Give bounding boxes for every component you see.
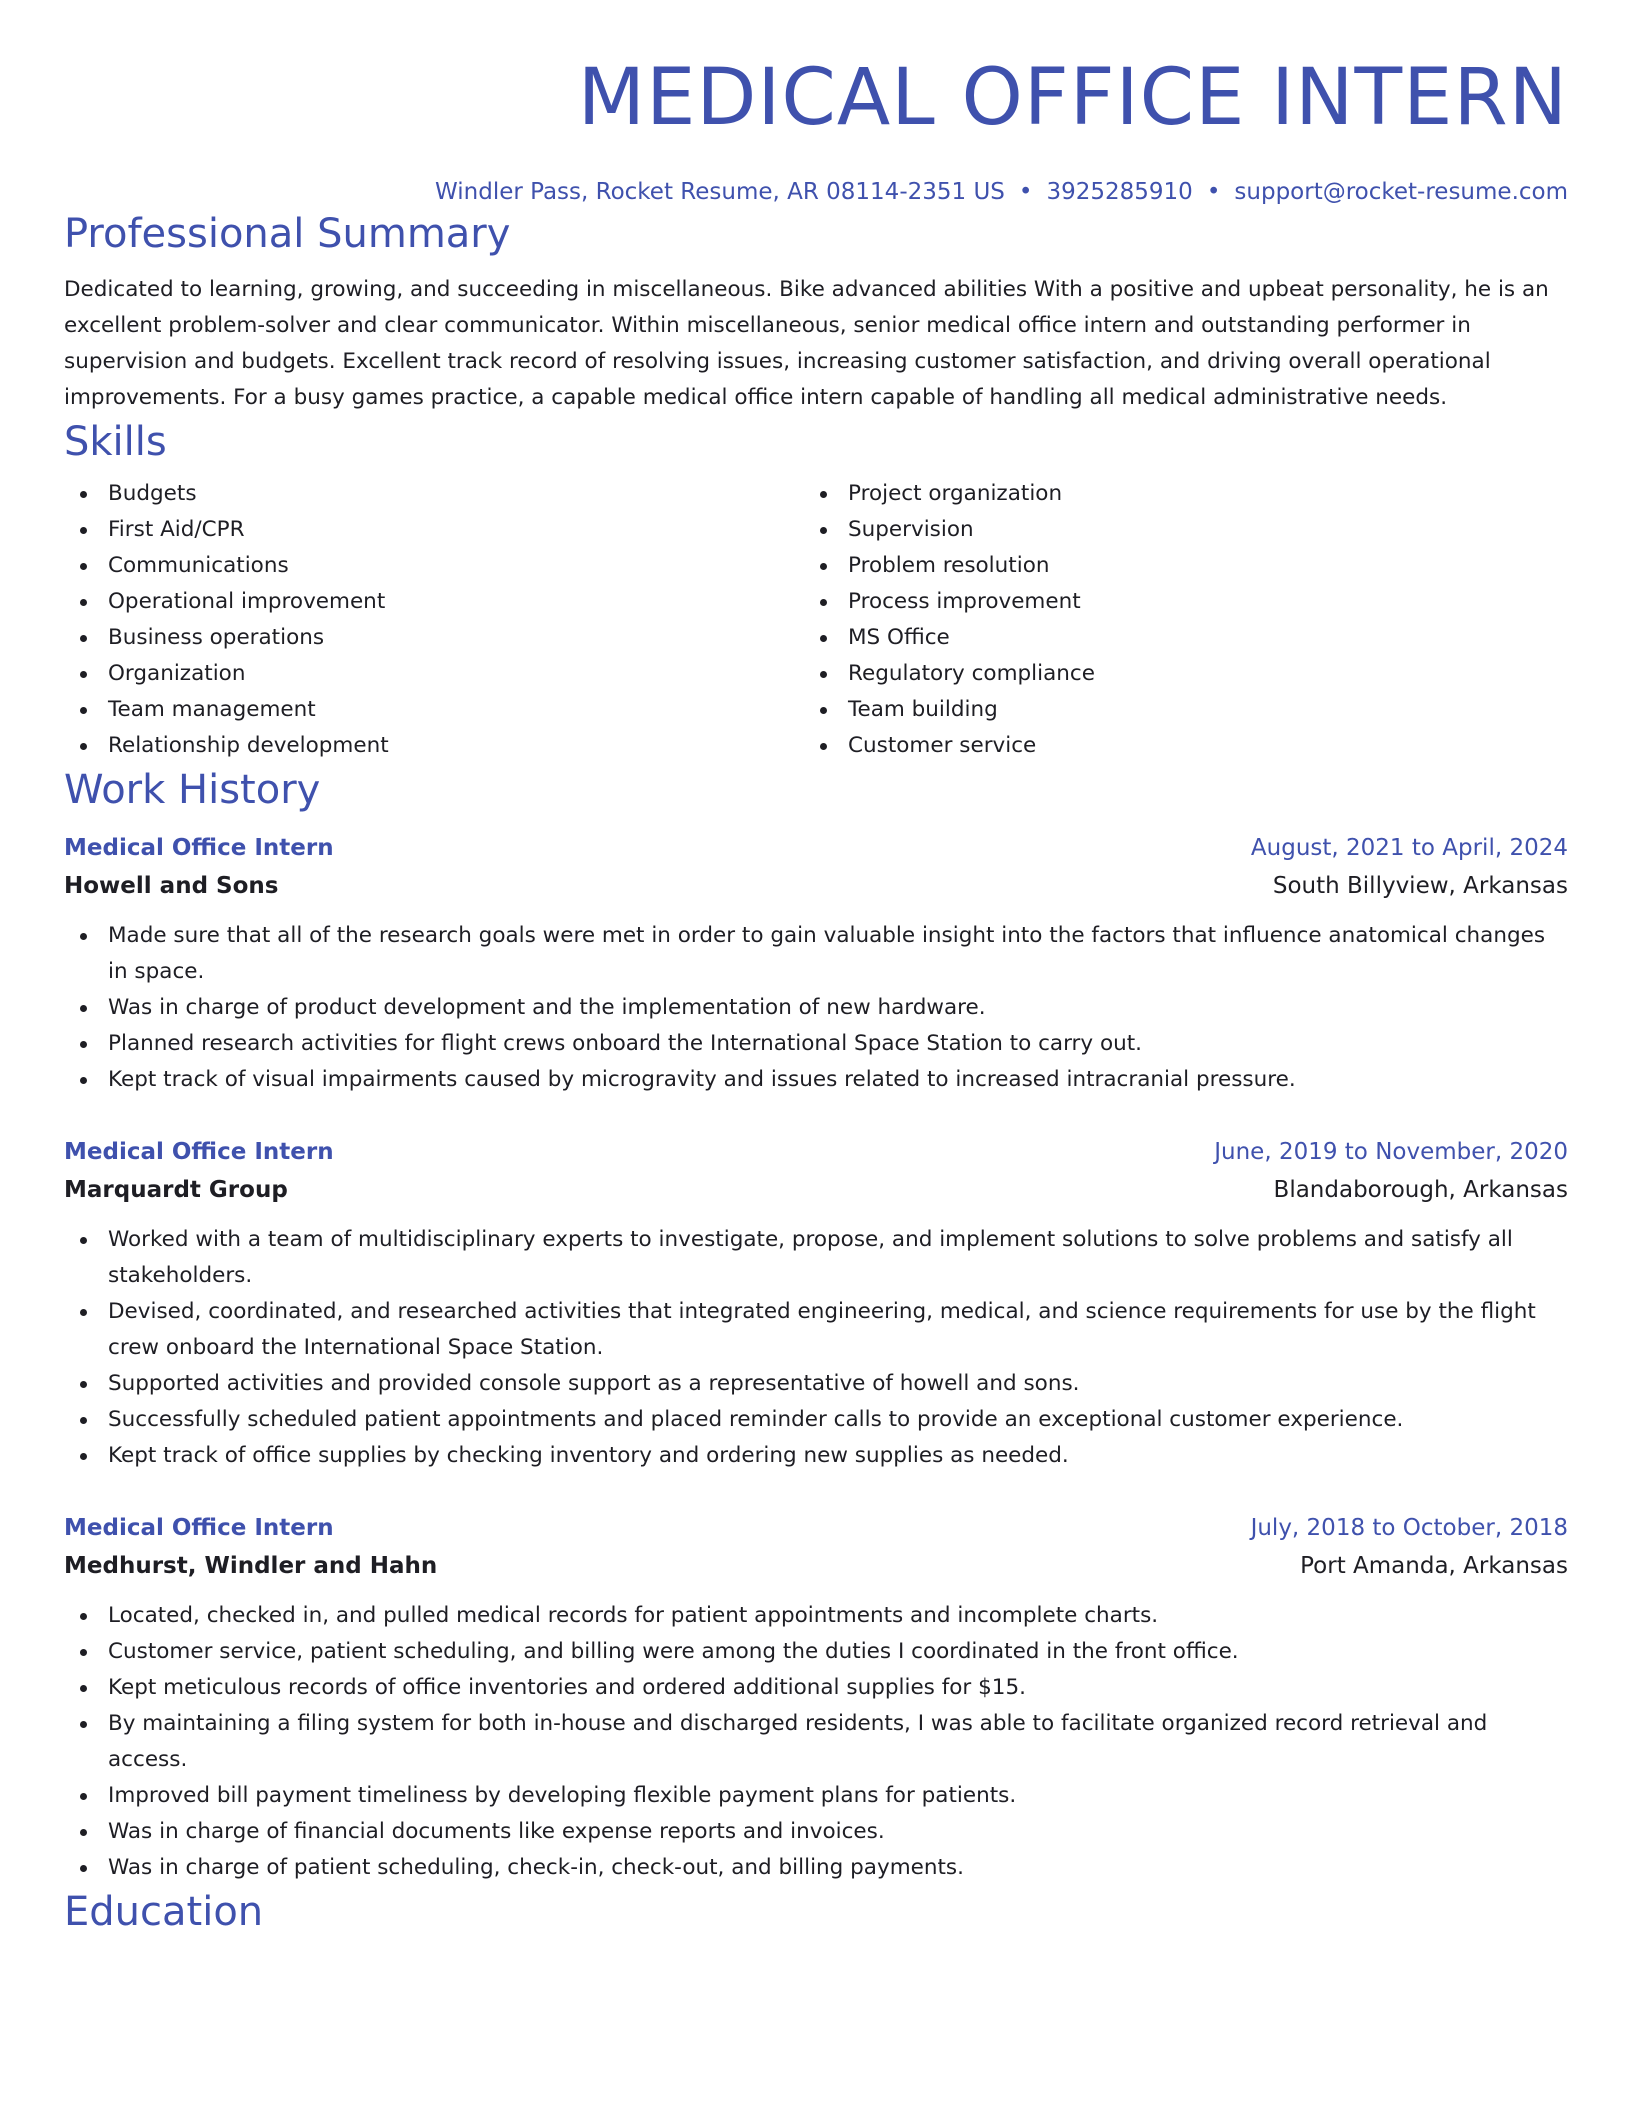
contact-address: Windler Pass, Rocket Resume, AR 08114-2351 US bbox=[435, 179, 1005, 205]
job-title: Medical Office Intern bbox=[64, 835, 334, 861]
job-bullet: Located, checked in, and pulled medical records for patient appointments and incomplete charts. bbox=[64, 1598, 1568, 1634]
skill-item: Operational improvement bbox=[64, 584, 804, 620]
job-company: Marquardt Group bbox=[64, 1177, 288, 1203]
job-entry bbox=[64, 1510, 1568, 1886]
job-bullet: By maintaining a filing system for both in-house and discharged residents, I was able to facilitate organized record retrieval and access. bbox=[64, 1706, 1568, 1778]
job-company-row bbox=[64, 1170, 1568, 1210]
job-bullet: Made sure that all of the research goals were met in order to gain valuable insight into the factors that influence anatomical changes in space. bbox=[64, 918, 1568, 990]
job-location: Port Amanda, Arkansas bbox=[1300, 1553, 1568, 1579]
job-bullet: Kept track of visual impairments caused by microgravity and issues related to increased intracranial pressure. bbox=[64, 1062, 1568, 1098]
contact-separator: • bbox=[1018, 179, 1033, 205]
job-title-row bbox=[64, 1134, 1568, 1170]
contact-phone: 3925285910 bbox=[1046, 179, 1193, 205]
skill-item: Customer service bbox=[804, 728, 1544, 764]
skills-left-list bbox=[64, 476, 804, 764]
resume-header bbox=[64, 50, 1568, 208]
skill-item: Regulatory compliance bbox=[804, 656, 1544, 692]
skill-item: Project organization bbox=[804, 476, 1544, 512]
job-bullet: Planned research activities for flight crews onboard the International Space Station to carry out. bbox=[64, 1026, 1568, 1062]
job-location: South Billyview, Arkansas bbox=[1272, 873, 1568, 899]
skill-item: Supervision bbox=[804, 512, 1544, 548]
skill-item: Process improvement bbox=[804, 584, 1544, 620]
job-bullet: Improved bill payment timeliness by developing flexible payment plans for patients. bbox=[64, 1778, 1568, 1814]
job-dates: July, 2018 to October, 2018 bbox=[1250, 1515, 1568, 1541]
job-bullets bbox=[64, 918, 1568, 1098]
job-bullet: Was in charge of financial documents like expense reports and invoices. bbox=[64, 1814, 1568, 1850]
job-title-row bbox=[64, 830, 1568, 866]
skills-columns bbox=[64, 476, 1568, 764]
candidate-name: MEDICAL OFFICE INTERN bbox=[577, 53, 1568, 143]
skill-item: Team building bbox=[804, 692, 1544, 728]
skill-item: Team management bbox=[64, 692, 804, 728]
job-entry bbox=[64, 830, 1568, 1098]
job-bullet: Devised, coordinated, and researched activities that integrated engineering, medical, and science requirements for use by the flight crew onboard the International Space Station. bbox=[64, 1294, 1568, 1366]
job-company-row bbox=[64, 866, 1568, 906]
skill-item: Relationship development bbox=[64, 728, 804, 764]
job-bullet: Customer service, patient scheduling, and billing were among the duties I coordinated in the front office. bbox=[64, 1634, 1568, 1670]
job-bullet: Kept track of office supplies by checking inventory and ordering new supplies as needed. bbox=[64, 1438, 1568, 1474]
contact-email[interactable]: support@rocket-resume.com bbox=[1234, 179, 1568, 205]
summary-heading: Professional Summary bbox=[64, 211, 511, 257]
summary-text: Dedicated to learning, growing, and succeeding in miscellaneous. Bike advanced abilities With a positive and upbeat personality, he is an excellent problem-solver and clear communicator. Within miscellaneous, senior medical office intern and outstanding performer in supervision and budgets. Excellent track record of resolving issues, increasing customer satisfaction, and driving overall operational improvements. For a busy games practice, a capable medical office intern capable of handling all medical administrative needs. bbox=[64, 277, 1549, 410]
job-bullet: Successfully scheduled patient appointments and placed reminder calls to provide an exceptional customer experience. bbox=[64, 1402, 1568, 1438]
skills-heading: Skills bbox=[64, 419, 167, 465]
job-company: Medhurst, Windler and Hahn bbox=[64, 1553, 438, 1579]
skill-item: Communications bbox=[64, 548, 804, 584]
skills-right-list bbox=[804, 476, 1544, 764]
skill-item: Business operations bbox=[64, 620, 804, 656]
work-history-heading: Work History bbox=[64, 767, 321, 813]
job-bullets bbox=[64, 1222, 1568, 1474]
job-dates: June, 2019 to November, 2020 bbox=[1214, 1139, 1568, 1165]
job-bullet: Was in charge of patient scheduling, check-in, check-out, and billing payments. bbox=[64, 1850, 1568, 1886]
job-title-row bbox=[64, 1510, 1568, 1546]
job-bullet: Was in charge of product development and the implementation of new hardware. bbox=[64, 990, 1568, 1026]
skill-item: First Aid/CPR bbox=[64, 512, 804, 548]
job-bullets bbox=[64, 1598, 1568, 1886]
education-heading: Education bbox=[64, 1889, 264, 1935]
skill-item: Organization bbox=[64, 656, 804, 692]
job-company-row bbox=[64, 1546, 1568, 1586]
skill-item: Problem resolution bbox=[804, 548, 1544, 584]
contact-line bbox=[64, 176, 1568, 208]
job-entry bbox=[64, 1134, 1568, 1474]
contact-separator: • bbox=[1206, 179, 1221, 205]
job-bullet: Kept meticulous records of office inventories and ordered additional supplies for $15. bbox=[64, 1670, 1568, 1706]
job-dates: August, 2021 to April, 2024 bbox=[1250, 835, 1568, 861]
job-title: Medical Office Intern bbox=[64, 1515, 334, 1541]
job-title: Medical Office Intern bbox=[64, 1139, 334, 1165]
skill-item: Budgets bbox=[64, 476, 804, 512]
skill-item: MS Office bbox=[804, 620, 1544, 656]
job-bullet: Supported activities and provided console support as a representative of howell and sons. bbox=[64, 1366, 1568, 1402]
job-bullet: Worked with a team of multidisciplinary experts to investigate, propose, and implement solutions to solve problems and satisfy all stakeholders. bbox=[64, 1222, 1568, 1294]
job-company: Howell and Sons bbox=[64, 873, 279, 899]
job-location: Blandaborough, Arkansas bbox=[1273, 1177, 1568, 1203]
